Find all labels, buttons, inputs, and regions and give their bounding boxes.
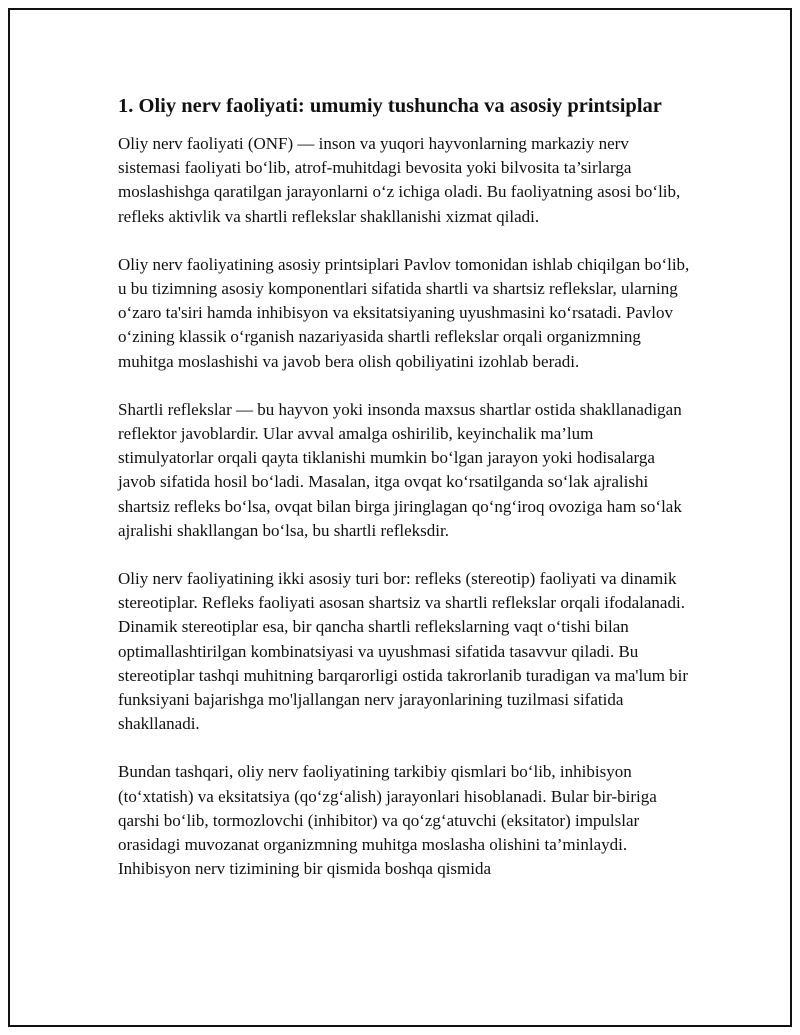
paragraph: Oliy nerv faoliyatining ikki asosiy turi bor: refleks (stereotip) faoliyati va dinamik stereotiplar. Refleks faoliyati asosan shartsiz va shartli reflekslar orqali ifodalanadi. Dinamik stereotiplar esa, bir qancha shartli reflekslarning vaqt o‘tishi bilan optimallashtirilgan kombinatsiyasi va uyushmasi sifatida tasavvur qiladi. Bu stereotiplar tashqi muhitning barqarorligi ostida takrorlanib turadigan va ma'lum bir funksiyani bajarishga mo'ljallangan nerv jarayonlarining tuzilmasi sifatida shakllanadi. (118, 569, 689, 734)
paragraph: Shartli reflekslar — bu hayvon yoki insonda maxsus shartlar ostida shakllanadigan reflektor javoblardir. Ular avval amalga oshirilib, keyinchalik ma’lum stimulyatorlar orqali qayta tiklanishi mumkin bo‘lgan jarayon yoki hodisalarga javob sifatida hosil bo‘ladi. Masalan, itga ovqat ko‘rsatilganda so‘lak ajralishi shartsiz refleks bo‘lsa, ovqat bilan birga jiringlagan qo‘ng‘iroq ovoziga ham so‘lak ajralishi shakllangan bo‘lsa, bu shartli refleksdir. (118, 399, 682, 540)
paragraph: Bundan tashqari, oliy nerv faoliyatining tarkibiy qismlari bo‘lib, inhibisyon (to‘xtatish) va eksitatsiya (qo‘zg‘alish) jarayonlari hisoblanadi. Bular bir-biriga qarshi bo‘lib, tormozlovchi (inhibitor) va qo‘zg‘atuvchi (eksitator) impulslar orasidagi muvozanat organizmning muhitga moslasha olishini ta’minlaydi. Inhibisyon nerv tizimining bir qismida boshqa qismida (118, 762, 657, 879)
document-body (118, 92, 690, 905)
paragraph: Oliy nerv faoliyatining asosiy printsiplari Pavlov tomonidan ishlab chiqilgan bo‘lib, u bu tizimning asosiy komponentlari sifatida shartli va shartsiz reflekslar, ularning o‘zaro ta'siri hamda inhibisyon va eksitatsiyaning uyushmasini ko‘rsatadi. Pavlov o‘zining klassik o‘rganish nazariyasida shartli reflekslar orqali organizmning muhitga moslashishi va javob bera olish qobiliyatini izohlab beradi. (118, 254, 690, 371)
section-title: 1. Oliy nerv faoliyati: umumiy tushuncha va asosiy printsiplar (118, 95, 662, 117)
paragraph: Oliy nerv faoliyati (ONF) — inson va yuqori hayvonlarning markaziy nerv sistemasi faoliyati bo‘lib, atrof-muhitdagi bevosita yoki bilvosita ta’sirlarga moslashishga qaratilgan jarayonlarni o‘z ichiga oladi. Bu faoliyatning asosi bo‘lib, refleks aktivlik va shartli reflekslar shakllanishi xizmat qiladi. (118, 134, 681, 226)
